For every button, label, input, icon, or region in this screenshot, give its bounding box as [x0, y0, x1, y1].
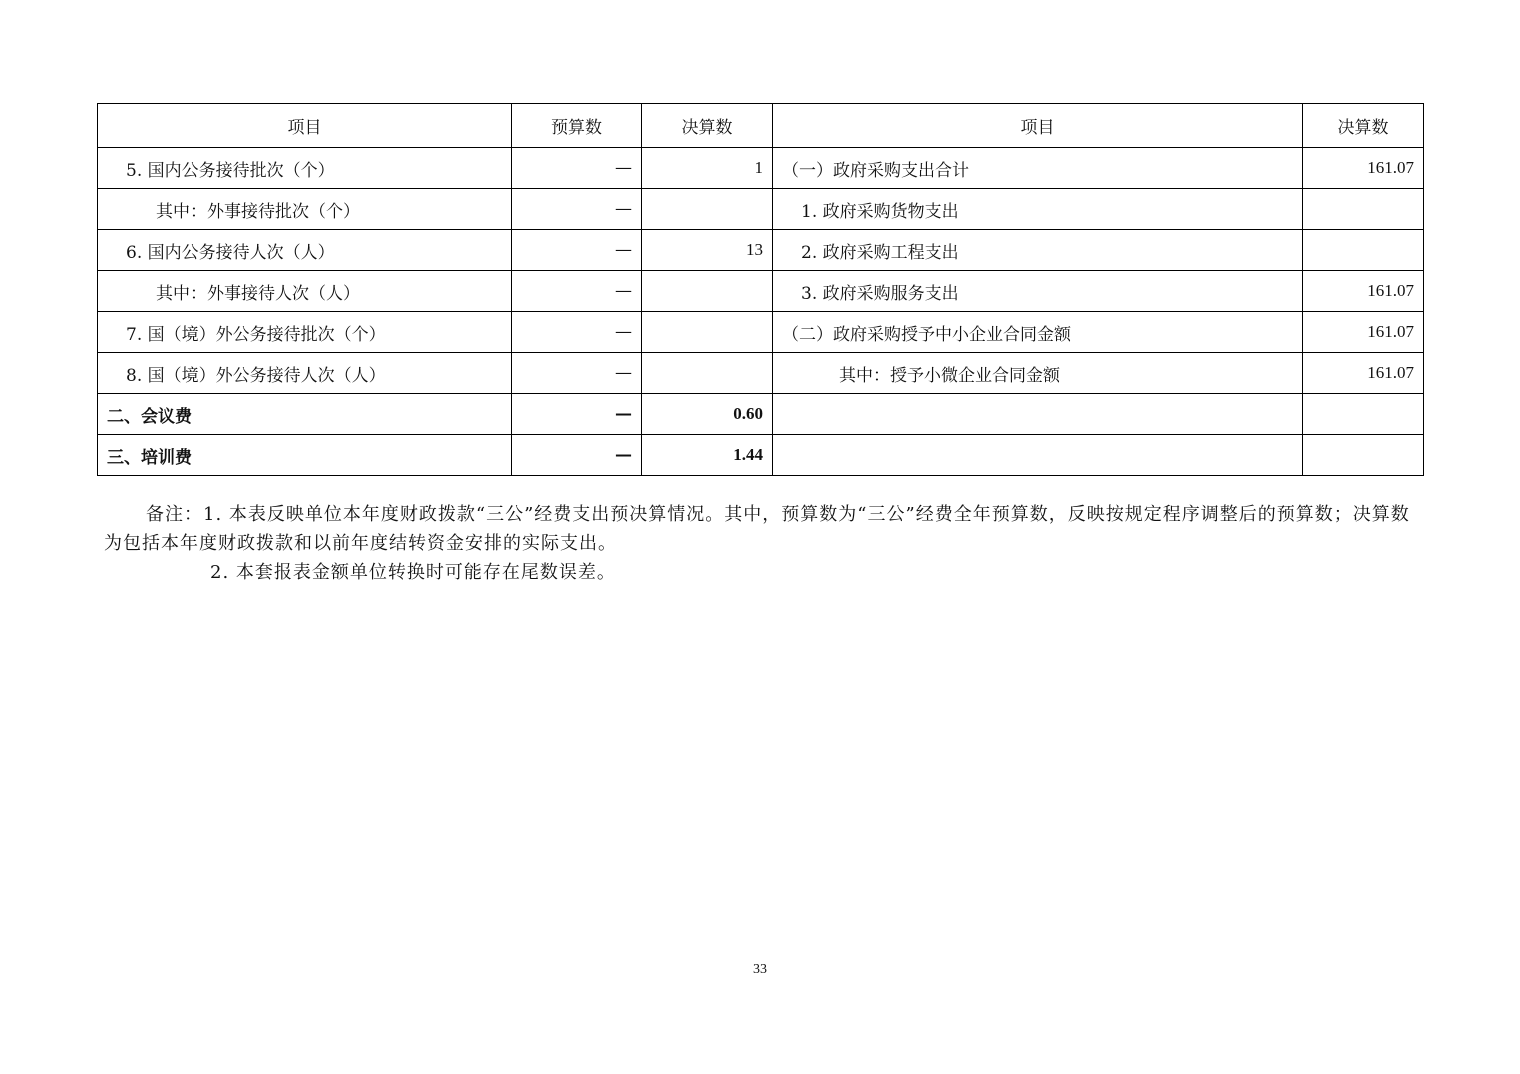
row-right-final: 161.07 — [1303, 353, 1424, 394]
row-final — [642, 271, 773, 312]
row-item-right: 3. 政府采购服务支出 — [773, 271, 1303, 312]
row-final: 1 — [642, 148, 773, 189]
row-item-left: 7. 国（境）外公务接待批次（个） — [98, 312, 512, 353]
row-item-left: 二、会议费 — [98, 394, 512, 435]
row-final: 1.44 — [642, 435, 773, 476]
table-row — [98, 189, 1424, 230]
row-item-left: 6. 国内公务接待人次（人） — [98, 230, 512, 271]
row-budget: — — [512, 271, 642, 312]
row-right-final — [1303, 394, 1424, 435]
row-budget: — — [512, 435, 642, 476]
row-item-right: （二）政府采购授予中小企业合同金额 — [773, 312, 1303, 353]
row-item-left: 5. 国内公务接待批次（个） — [98, 148, 512, 189]
row-item-left: 三、培训费 — [98, 435, 512, 476]
row-item-right: 其中：授予小微企业合同金额 — [773, 353, 1303, 394]
table-row — [98, 148, 1424, 189]
note-2: 2. 本套报表金额单位转换时可能存在尾数误差。 — [210, 562, 616, 583]
row-budget: — — [512, 189, 642, 230]
header-budget: 预算数 — [512, 104, 642, 148]
expenditure-table — [97, 103, 1424, 476]
table-row — [98, 230, 1424, 271]
note-1: 备注：1. 本表反映单位本年度财政拨款“三公”经费支出预决算情况。其中，预算数为“三公”经费全年预算数，反映按规定程序调整后的预算数；决算数为包括本年度财政拨款和以前年度结转资金安排的实际支出。 — [104, 504, 1410, 554]
row-item-right — [773, 435, 1303, 476]
row-final — [642, 353, 773, 394]
row-item-left: 8. 国（境）外公务接待人次（人） — [98, 353, 512, 394]
header-item-right: 项目 — [773, 104, 1303, 148]
table-row — [98, 435, 1424, 476]
row-item-left: 其中：外事接待人次（人） — [98, 271, 512, 312]
row-budget: — — [512, 353, 642, 394]
row-right-final — [1303, 230, 1424, 271]
row-final — [642, 189, 773, 230]
row-final: 13 — [642, 230, 773, 271]
row-right-final: 161.07 — [1303, 148, 1424, 189]
row-budget: — — [512, 230, 642, 271]
table-row — [98, 394, 1424, 435]
row-right-final: 161.07 — [1303, 312, 1424, 353]
row-final — [642, 312, 773, 353]
row-item-right — [773, 394, 1303, 435]
table-row — [98, 353, 1424, 394]
header-item-left: 项目 — [98, 104, 512, 148]
row-budget: — — [512, 148, 642, 189]
row-item-left: 其中：外事接待批次（个） — [98, 189, 512, 230]
notes — [104, 500, 1416, 587]
row-item-right: 1. 政府采购货物支出 — [773, 189, 1303, 230]
table-header-row — [98, 104, 1424, 148]
row-item-right: 2. 政府采购工程支出 — [773, 230, 1303, 271]
row-right-final: 161.07 — [1303, 271, 1424, 312]
row-budget: — — [512, 394, 642, 435]
row-budget: — — [512, 312, 642, 353]
row-right-final — [1303, 435, 1424, 476]
row-final: 0.60 — [642, 394, 773, 435]
table-row — [98, 271, 1424, 312]
page-number: 33 — [753, 962, 767, 977]
header-final-right: 决算数 — [1303, 104, 1424, 148]
header-final-left: 决算数 — [642, 104, 773, 148]
row-right-final — [1303, 189, 1424, 230]
row-item-right: （一）政府采购支出合计 — [773, 148, 1303, 189]
table-row — [98, 312, 1424, 353]
